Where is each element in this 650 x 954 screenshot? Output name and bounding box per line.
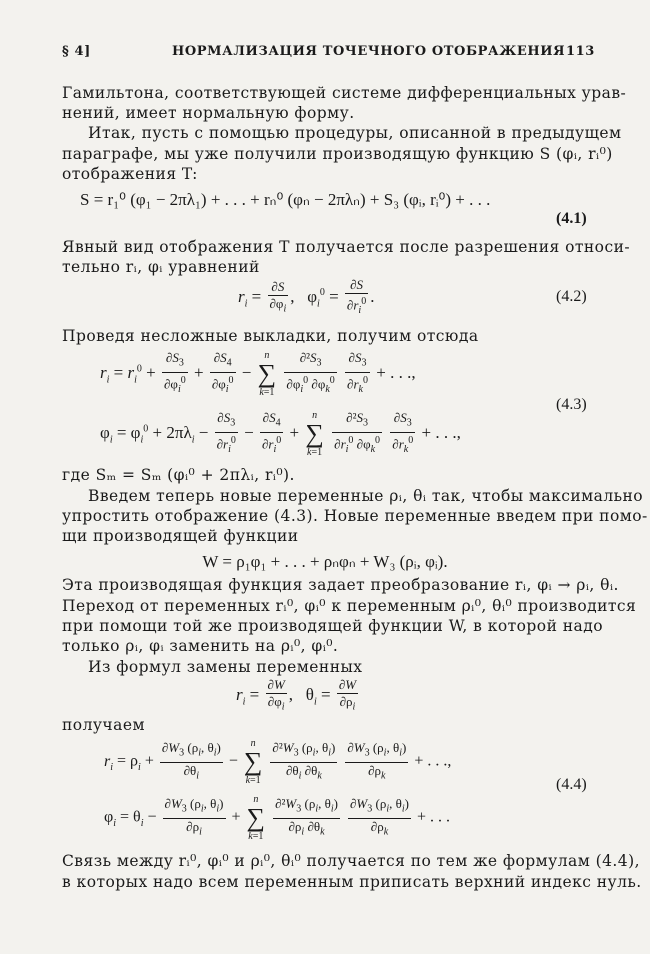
text-line: Из формул замены переменных	[88, 658, 363, 676]
equation-W: W = ρ₁φ₁ + . . . + ρₙφₙ + W₃ (ρᵢ, φᵢ).	[202, 552, 448, 571]
page-number: 113	[566, 44, 595, 59]
text-line: Явный вид отображения T получается после разрешения относи-	[62, 238, 631, 256]
text-line: в которых надо всем переменным приписать верхний индекс нуль.	[62, 873, 642, 891]
text-line: параграфе, мы уже получили производящую функцию S (φᵢ, rᵢ⁰)	[62, 145, 613, 163]
equation-4-3a: $r_i = r_i^0$ + $\frac{\partial S_3}{\partial\varphi_i^0}$ + $\frac{\partial S_4}{\partial\varphi_i^0}$ − n ∑ k=1 $\frac{\partial^2S_3}{\partial\varphi_i^0 \partial\varphi_k^0}$ $\frac{\partial S_3}{\partial r_k^0}$ + . . .,	[100, 350, 416, 398]
equation-4-1: S = r₁⁰ (φ₁ − 2πλ₁) + . . . + rₙ⁰ (φₙ − 2πλₙ) + S₃ (φᵢ, rᵢ⁰) + . . .	[80, 190, 491, 209]
text-line: Итак, пусть с помощью процедуры, описанной в предыдущем	[88, 124, 622, 142]
text-line: где Sₘ = Sₘ (φᵢ⁰ + 2πλᵢ, rᵢ⁰).	[62, 466, 295, 484]
equation-4-2: $r_i$ = $\frac{\partial S}{\partial\varphi_i}$ , $\varphi_i^0$ = $\frac{\partial S}{\partial r_i^0}$ .	[238, 277, 375, 316]
text-line: при помощи той же производящей функции W, в которой надо	[62, 617, 603, 635]
running-title: НОРМАЛИЗАЦИЯ ТОЧЕЧНОГО ОТОБРАЖЕНИЯ	[172, 44, 566, 59]
equation-number: (4.1)	[556, 210, 587, 227]
text-line: получаем	[62, 716, 145, 734]
text-line: Переход от переменных rᵢ⁰, φᵢ⁰ к переменным ρᵢ⁰, θᵢ⁰ производится	[62, 597, 637, 615]
text-line: только ρᵢ, φᵢ заменить на ρᵢ⁰, φᵢ⁰.	[62, 637, 339, 655]
equation-4-4b: $\varphi_i = \theta_i$ − $\frac{\partial W_3 (\rho_i, \theta_i)}{\partial\rho_i}$ + n ∑ k=1 $\frac{\partial^2W_3 (\rho_i, \theta_i)}{\partial\rho_i \partial\theta_k}$ $\frac{\partial W_3 (\rho_i, \theta_i)}{\partial\rho_k}$ + . . .	[104, 794, 451, 842]
equation-number: (4.4)	[556, 776, 587, 793]
equation-number: (4.3)	[556, 396, 587, 413]
equation-number: (4.2)	[556, 288, 587, 305]
text-line: упростить отображение (4.3). Новые переменные введем при помо-	[62, 507, 648, 525]
equation-4-3b: $\varphi_i = \varphi_i^0 + 2\pi\lambda_i$ − $\frac{\partial S_3}{\partial r_i^0}$ − $\frac{\partial S_4}{\partial r_i^0}$ + n ∑ k=1 $\frac{\partial^2S_3}{\partial r_i^0 \partial\varphi_k^0}$ $\frac{\partial S_3}{\partial r_k^0}$ + . . .,	[100, 410, 461, 458]
section-marker: § 4]	[62, 44, 91, 59]
text-line: Гамильтона, соответствующей системе дифференциальных урав-	[62, 84, 627, 102]
text-line: нений, имеет нормальную форму.	[62, 104, 355, 122]
equation-substitution: $r_i$ = $\frac{\partial W}{\partial\varphi_i}$ , $\theta_i$ = $\frac{\partial W}{\partial\rho_i}$	[236, 677, 357, 713]
equation-4-4a: $r_i = \rho_i$ + $\frac{\partial W_3 (\rho_i, \theta_i)}{\partial\theta_i}$ − n ∑ k=1 $\frac{\partial^2W_3 (\rho_i, \theta_i)}{\partial\theta_i \partial\theta_k}$ $\frac{\partial W_3 (\rho_i, \theta_i)}{\partial\rho_k}$ + . . .,	[104, 738, 452, 786]
text-line: Связь между rᵢ⁰, φᵢ⁰ и ρᵢ⁰, θᵢ⁰ получается по тем же формулам (4.4),	[62, 852, 640, 870]
text-line: Эта производящая функция задает преобразование rᵢ, φᵢ → ρᵢ, θᵢ.	[62, 576, 619, 594]
text-line: Введем теперь новые переменные ρᵢ, θᵢ так, чтобы максимально	[88, 487, 644, 505]
text-line: тельно rᵢ, φᵢ уравнений	[62, 258, 260, 276]
text-line: Проведя несложные выкладки, получим отсюда	[62, 327, 479, 345]
text-line: отображения T:	[62, 165, 198, 183]
text-line: щи производящей функции	[62, 527, 299, 545]
